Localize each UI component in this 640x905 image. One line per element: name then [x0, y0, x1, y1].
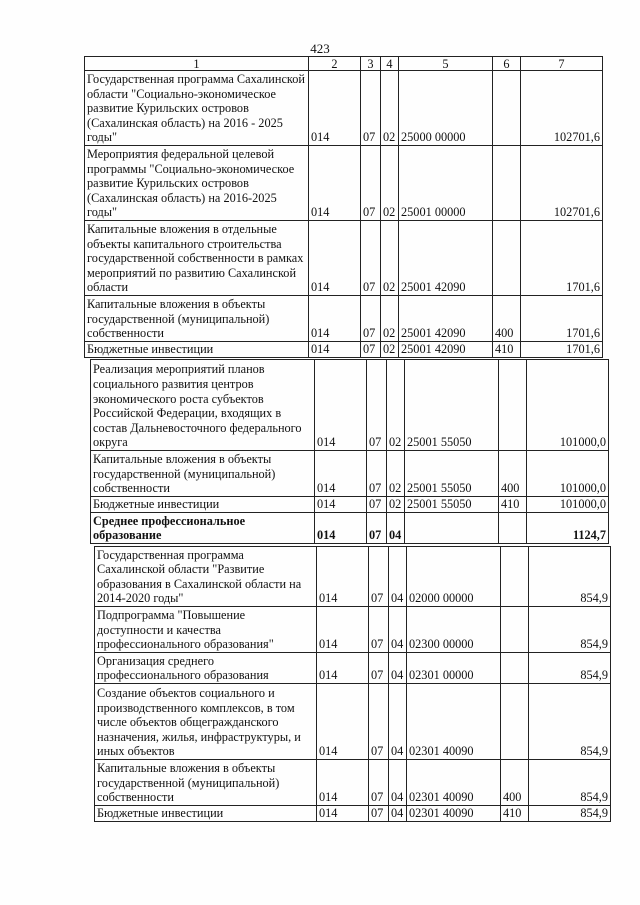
row-name: Среднее профессиональное образование [91, 513, 315, 544]
row-name: Капитальные вложения в объекты государственной (муниципальной) собственности [91, 451, 315, 497]
table-row-section-total [91, 513, 609, 544]
cell-expense-type: 410 [501, 806, 529, 822]
cell-expense-type: 400 [501, 760, 529, 806]
cell-subsection: 04 [389, 684, 407, 760]
cell-expense-type [501, 684, 529, 760]
cell-expense-type: 400 [493, 296, 521, 342]
table-row [95, 547, 611, 607]
cell-expense-type [493, 221, 521, 296]
row-name: Создание объектов социального и производственного комплексов, в том числе объектов общегражданского назначения, жилья, инфраструктуры, и иных объектов [95, 684, 317, 760]
cell-section: 07 [369, 760, 389, 806]
cell-amount: 102701,6 [521, 146, 603, 221]
cell-amount: 1701,6 [521, 221, 603, 296]
cell-target-article: 25001 42090 [399, 296, 493, 342]
column-header: 1 [85, 57, 309, 71]
cell-subsection: 04 [387, 513, 405, 544]
cell-subsection: 02 [381, 296, 399, 342]
cell-ministry-code: 014 [315, 513, 367, 544]
cell-amount: 854,9 [529, 684, 611, 760]
column-header: 5 [399, 57, 493, 71]
cell-subsection: 04 [389, 547, 407, 607]
cell-amount: 854,9 [529, 547, 611, 607]
cell-amount: 101000,0 [527, 497, 609, 513]
column-header: 7 [521, 57, 603, 71]
page-number: 423 [310, 41, 330, 56]
table-row [85, 146, 603, 221]
cell-expense-type: 410 [493, 342, 521, 358]
table-row [91, 360, 609, 451]
row-name: Бюджетные инвестиции [91, 497, 315, 513]
cell-ministry-code: 014 [315, 497, 367, 513]
row-name: Организация среднего профессионального образования [95, 653, 317, 684]
cell-amount: 101000,0 [527, 451, 609, 497]
cell-expense-type: 400 [499, 451, 527, 497]
table-row [85, 296, 603, 342]
cell-section: 07 [367, 497, 387, 513]
cell-subsection: 02 [381, 342, 399, 358]
cell-ministry-code: 014 [315, 360, 367, 451]
cell-ministry-code: 014 [317, 653, 369, 684]
cell-target-article [405, 513, 499, 544]
cell-expense-type [501, 607, 529, 653]
cell-ministry-code: 014 [309, 71, 361, 146]
cell-subsection: 02 [387, 360, 405, 451]
cell-target-article: 25001 42090 [399, 342, 493, 358]
table-header-row [85, 57, 603, 71]
cell-section: 07 [369, 607, 389, 653]
table-row [95, 607, 611, 653]
cell-target-article: 02301 40090 [407, 684, 501, 760]
column-header: 6 [493, 57, 521, 71]
table-row [85, 71, 603, 146]
cell-amount: 854,9 [529, 806, 611, 822]
cell-expense-type [493, 71, 521, 146]
budget-table-part-3 [94, 546, 611, 822]
cell-section: 07 [367, 451, 387, 497]
row-name: Государственная программа Сахалинской области "Развитие образования в Сахалинской области на 2014-2020 годы" [95, 547, 317, 607]
cell-amount: 1701,6 [521, 296, 603, 342]
table-row [85, 342, 603, 358]
cell-section: 07 [361, 342, 381, 358]
cell-subsection: 04 [389, 607, 407, 653]
table-row [85, 221, 603, 296]
budget-table-part-1 [84, 56, 603, 358]
cell-expense-type [499, 360, 527, 451]
table-row [91, 451, 609, 497]
row-name: Реализация мероприятий планов социального развития центров экономического роста субъектов Российской Федерации, входящих в состав Дальневосточного федерального округа [91, 360, 315, 451]
row-name: Бюджетные инвестиции [95, 806, 317, 822]
cell-subsection: 04 [389, 653, 407, 684]
budget-table-part-2 [90, 359, 609, 544]
cell-target-article: 25001 55050 [405, 497, 499, 513]
cell-target-article: 02300 00000 [407, 607, 501, 653]
cell-subsection: 02 [387, 497, 405, 513]
cell-subsection: 02 [387, 451, 405, 497]
cell-ministry-code: 014 [317, 806, 369, 822]
row-name: Капитальные вложения в отдельные объекты капитального строительства государственной собственности в рамках мероприятий по развитию Сахалинской области [85, 221, 309, 296]
column-header: 2 [309, 57, 361, 71]
table-row [95, 760, 611, 806]
column-header: 3 [361, 57, 381, 71]
cell-target-article: 25001 42090 [399, 221, 493, 296]
cell-subsection: 02 [381, 146, 399, 221]
cell-subsection: 02 [381, 71, 399, 146]
row-name: Подпрограмма "Повышение доступности и качества профессионального образования" [95, 607, 317, 653]
cell-target-article: 02301 40090 [407, 806, 501, 822]
table-row [95, 806, 611, 822]
cell-target-article: 02301 00000 [407, 653, 501, 684]
cell-expense-type [501, 547, 529, 607]
table-row [95, 684, 611, 760]
cell-amount: 854,9 [529, 653, 611, 684]
cell-section: 07 [367, 513, 387, 544]
row-name: Бюджетные инвестиции [85, 342, 309, 358]
cell-section: 07 [361, 146, 381, 221]
cell-amount: 1124,7 [527, 513, 609, 544]
cell-section: 07 [369, 653, 389, 684]
cell-ministry-code: 014 [315, 451, 367, 497]
cell-ministry-code: 014 [309, 146, 361, 221]
cell-subsection: 04 [389, 760, 407, 806]
cell-amount: 101000,0 [527, 360, 609, 451]
cell-target-article: 25000 00000 [399, 71, 493, 146]
column-header: 4 [381, 57, 399, 71]
cell-expense-type [493, 146, 521, 221]
cell-subsection: 04 [389, 806, 407, 822]
row-name: Мероприятия федеральной целевой программы "Социально-экономическое развитие Курильских островов (Сахалинская область) на 2016-2025 годы" [85, 146, 309, 221]
cell-section: 07 [361, 71, 381, 146]
row-name: Капитальные вложения в объекты государственной (муниципальной) собственности [85, 296, 309, 342]
table-row [91, 497, 609, 513]
cell-target-article: 02301 40090 [407, 760, 501, 806]
cell-ministry-code: 014 [317, 760, 369, 806]
cell-expense-type [501, 653, 529, 684]
cell-section: 07 [367, 360, 387, 451]
row-name: Капитальные вложения в объекты государственной (муниципальной) собственности [95, 760, 317, 806]
cell-amount: 854,9 [529, 760, 611, 806]
cell-ministry-code: 014 [317, 684, 369, 760]
cell-target-article: 25001 55050 [405, 360, 499, 451]
cell-ministry-code: 014 [317, 547, 369, 607]
cell-target-article: 25001 55050 [405, 451, 499, 497]
cell-expense-type: 410 [499, 497, 527, 513]
cell-target-article: 25001 00000 [399, 146, 493, 221]
cell-expense-type [499, 513, 527, 544]
cell-amount: 102701,6 [521, 71, 603, 146]
cell-amount: 854,9 [529, 607, 611, 653]
cell-ministry-code: 014 [309, 296, 361, 342]
cell-section: 07 [361, 296, 381, 342]
cell-section: 07 [361, 221, 381, 296]
cell-ministry-code: 014 [309, 342, 361, 358]
table-row [95, 653, 611, 684]
cell-section: 07 [369, 806, 389, 822]
cell-section: 07 [369, 684, 389, 760]
cell-ministry-code: 014 [309, 221, 361, 296]
cell-target-article: 02000 00000 [407, 547, 501, 607]
cell-ministry-code: 014 [317, 607, 369, 653]
cell-section: 07 [369, 547, 389, 607]
row-name: Государственная программа Сахалинской области "Социально-экономическое развитие Курильских островов (Сахалинская область) на 2016 - 2025 годы" [85, 71, 309, 146]
cell-amount: 1701,6 [521, 342, 603, 358]
cell-subsection: 02 [381, 221, 399, 296]
